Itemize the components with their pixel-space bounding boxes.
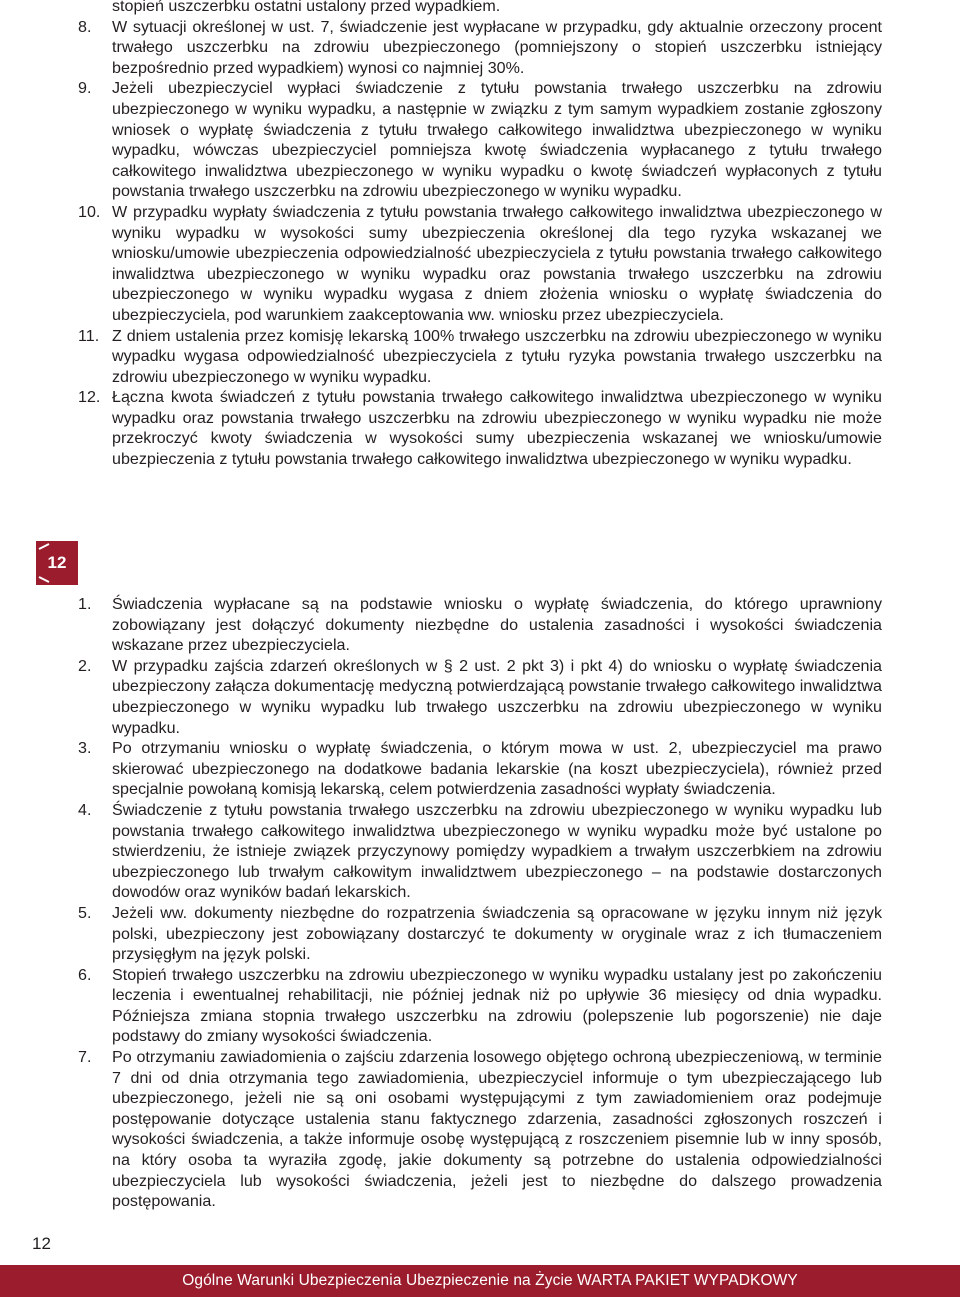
list-item-number: 2. bbox=[78, 656, 92, 675]
list-item-number: 3. bbox=[78, 739, 92, 758]
page-number: 12 bbox=[32, 1234, 51, 1253]
list-item bbox=[78, 387, 882, 469]
list-item-text: Świadczenia wypłacane są na podstawie wniosku o wypłatę świadczenia, do którego uprawniony zobowiązany jest dołączyć dokumenty niezbędne do ustalenia zasadności i wysokości świadczenia wskazane przez ubezpieczyciela. bbox=[112, 595, 882, 655]
list-item bbox=[78, 903, 882, 965]
list-item-number: 12. bbox=[78, 388, 101, 407]
list-item-text: Jeżeli ww. dokumenty niezbędne do rozpatrzenia świadczenia są opracowane w języku innym niż język polski, ubezpieczony jest zobowiązany dostarczyć te dokumenty w oryginale wraz z ich tłumaczeniem przysięgłym na język polski. bbox=[112, 903, 882, 964]
list-item-number: 11. bbox=[78, 326, 100, 345]
section-number: 12 bbox=[47, 553, 67, 572]
list-item-text: Świadczenie z tytułu powstania trwałego uszczerbku na zdrowiu ubezpieczonego w wyniku wypadku lub powstania trwałego całkowitego inwalidztwa ubezpieczonego w wyniku wypadku może być ustalone po stwierdzeniu, że istnieje związek przyczynowy pomiędzy wypadkiem a trwałym uszczerbkiem na zdrowiu ubezpieczonego lub trwałym całkowitym inwalidztwem ubezpieczonego – na podstawie dostarczonych dowodów oraz wyników badań lekarskich. bbox=[112, 800, 882, 902]
list-item-number: 10. bbox=[78, 202, 101, 221]
section-badge bbox=[36, 541, 78, 585]
list-item bbox=[78, 965, 882, 1047]
list-item-number: 9. bbox=[78, 79, 92, 98]
list-item-text: Z dniem ustalenia przez komisję lekarską 100% trwałego uszczerbku na zdrowiu ubezpieczonego w wyniku wypadku wygasa odpowiedzialność ubezpieczyciela z tytułu ryzyka powstania trwałego uszczerbku na zdrowiu ubezpieczonego w wyniku wypadku. bbox=[112, 326, 882, 386]
list-item-text: Po otrzymaniu zawiadomienia o zajściu zdarzenia losowego objętego ochroną ubezpieczeniową, w terminie 7 dni od dnia otrzymania tego zawiadomienia, ubezpieczyciel informuje o tym ubezpieczającego lub ubezpieczonego, jeżeli nie są oni osobami występującymi z tym zawiadomieniem oraz podejmuje postępowanie dotyczące ustalenia stanu faktycznego zdarzenia, zasadności zgłoszonych roszczeń i wysokości świadczenia, a także informuje osobę występującą z roszczeniem pisemnie lub w inny sposób, na który osoba ta wyraziła zgodę, jakie dokumenty są potrzebne do ustalenia odpowiedzialności ubezpieczyciela lub wysokości świadczenia, jeżeli jest to niezbędne do dalszego prowadzenia postępowania. bbox=[112, 1048, 882, 1211]
list-item bbox=[78, 738, 882, 800]
list-item-text: stopień uszczerbku ostatni ustalony przed wypadkiem. bbox=[112, 0, 501, 15]
list-item bbox=[78, 78, 882, 202]
list-item bbox=[78, 594, 882, 656]
list-item bbox=[78, 656, 882, 738]
list-item-text: Po otrzymaniu wniosku o wypłatę świadczenia, o którym mowa w ust. 2, ubezpieczyciel ma prawo skierować ubezpieczonego na dodatkowe badania lekarskie (na koszt ubezpieczyciela), również przed specjalnie powołaną komisją lekarską, celem potwierdzenia zasadności wypłaty świadczenia. bbox=[112, 739, 882, 799]
top-list bbox=[78, 0, 882, 470]
footer-bar bbox=[0, 1265, 960, 1297]
list-item-text: W przypadku zajścia zdarzeń określonych w § 2 ust. 2 pkt 3) i pkt 4) do wniosku o wypłatę świadczenia ubezpieczony załącza dokumentację medyczną potwierdzającą powstanie trwałego całkowitego inwalidztwa ubezpieczonego w wyniku wypadku lub trwałego uszczerbku na zdrowiu ubezpieczonego w wyniku wypadku. bbox=[112, 656, 882, 737]
list-item bbox=[78, 326, 882, 388]
bottom-list bbox=[78, 594, 882, 1212]
list-item-text: Łączna kwota świadczeń z tytułu powstania trwałego całkowitego inwalidztwa ubezpieczonego w wyniku wypadku oraz powstania trwałego uszczerbku na zdrowiu ubezpieczonego w wyniku wypadku nie może przekroczyć kwoty świadczenia w wysokości sumy ubezpieczenia wskazanej we wniosku/umowie ubezpieczenia z tytułu powstania trwałego całkowitego inwalidztwa ubezpieczonego w wyniku wypadku. bbox=[112, 388, 882, 469]
list-item-text: Jeżeli ubezpieczyciel wypłaci świadczenie z tytułu powstania trwałego uszczerbku na zdrowiu ubezpieczonego w wyniku wypadku, a następnie w związku z tym samym wypadkiem zostanie zgłoszony wniosek o wypłatę świadczenia z tytułu trwałego całkowitego inwalidztwa ubezpieczonego w wyniku wypadku, wówczas ubezpieczyciel pomniejsza kwotę świadczenia wypłacanego z tytułu trwałego całkowitego inwalidztwa ubezpieczonego w wyniku wypadku o kwotę świadczeń wypłaconych z tytułu powstania trwałego uszczerbku na zdrowiu ubezpieczonego w wyniku wypadku. bbox=[112, 79, 882, 201]
list-item bbox=[78, 17, 882, 79]
list-item-number: 1. bbox=[78, 595, 92, 613]
footer-text: Ogólne Warunki Ubezpieczenia Ubezpieczenie na Życie WARTA PAKIET WYPADKOWY bbox=[182, 1272, 798, 1289]
list-item-text: Stopień trwałego uszczerbku na zdrowiu ubezpieczonego w wyniku wypadku ustalany jest po zakończeniu leczenia i ewentualnej rehabilitacji, nie później jednak niż po upływie 36 miesięcy od dnia wypadku. Późniejsza zmiana stopnia trwałego uszczerbku na zdrowiu (polepszenie lub pogorszenie) nie daje podstawy do zmiany wysokości świadczenia. bbox=[112, 965, 882, 1046]
list-item bbox=[78, 800, 882, 903]
list-item bbox=[78, 202, 882, 326]
list-item bbox=[78, 1047, 882, 1212]
list-item-number: 8. bbox=[78, 17, 92, 36]
list-item-number: 6. bbox=[78, 965, 92, 984]
list-item-text: W sytuacji określonej w ust. 7, świadczenie jest wypłacane w przypadku, gdy aktualnie orzeczony procent trwałego uszczerbku na zdrowiu ubezpieczonego (pomniejszony o stopień uszczerbku istniejący bezpośrednio przed wypadkiem) wynosi co najmniej 30%. bbox=[112, 17, 882, 77]
list-item-text: W przypadku wypłaty świadczenia z tytułu powstania trwałego całkowitego inwalidztwa ubezpieczonego w wyniku wypadku w wysokości sumy ubezpieczenia określonej dla tego ryzyka wskazanej we wniosku/umowie ubezpieczenia odpowiedzialność ubezpieczyciela z tytułu powstania trwałego całkowitego inwalidztwa ubezpieczonego w wyniku wypadku oraz powstania trwałego uszczerbku na zdrowiu ubezpieczonego w wyniku wypadku wygasa z dniem złożenia wniosku o wypłatę świadczenia do ubezpieczyciela, pod warunkiem zaakceptowania ww. wniosku przez ubezpieczyciela. bbox=[112, 202, 882, 324]
list-item-continuation bbox=[78, 0, 882, 17]
list-item-number: 7. bbox=[78, 1048, 92, 1067]
list-item-number: 4. bbox=[78, 800, 92, 819]
list-item-number: 5. bbox=[78, 903, 92, 922]
